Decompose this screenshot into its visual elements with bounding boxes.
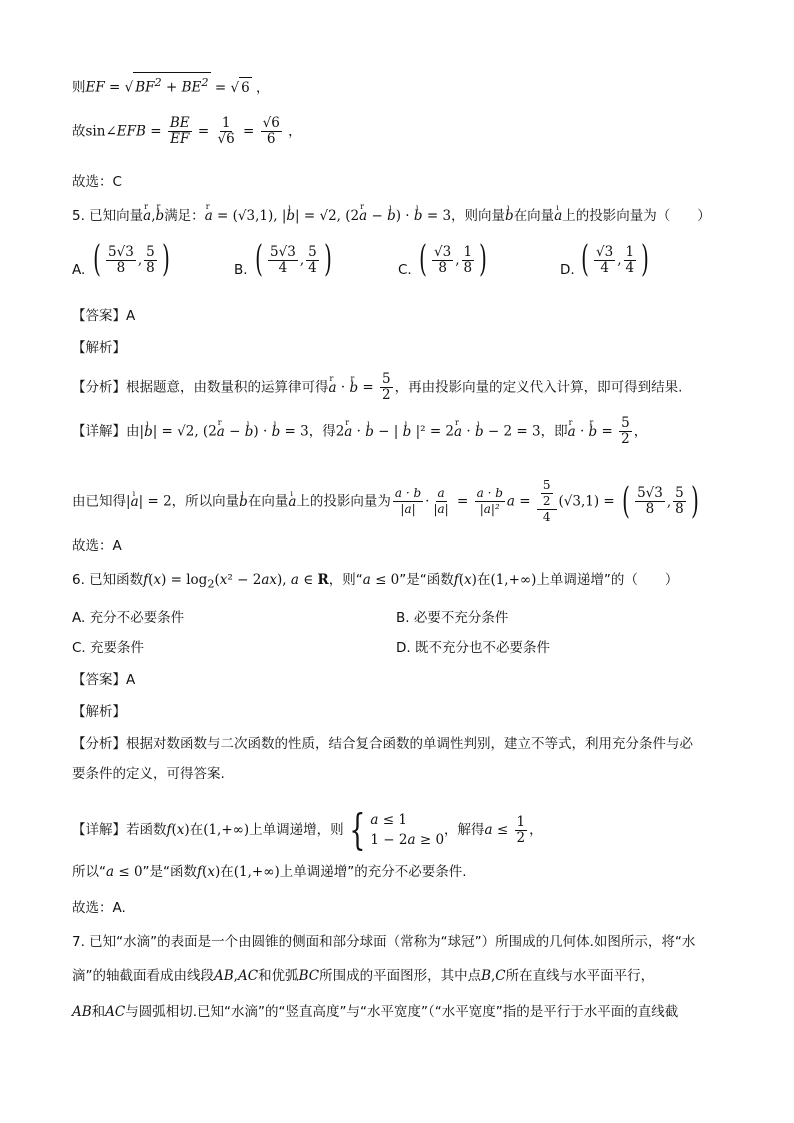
q5-option-a: ( $\frac{5√3}{8}$ , $\frac{5}{8}$ ) [93,239,170,280]
q5-option-c: ( $\frac{√3}{8}$ , $\frac{1}{8}$ ) [419,239,488,280]
q6-l2-a: 所以“ [72,864,106,880]
q5-fenxi-a: 根据题意，由数量积的运算律可得 [126,379,329,396]
q6-fenxi-tag: 【分析】 [72,736,126,752]
q5-l2-a: 由已知得 [72,493,126,510]
q5-projection: 由已知得|ı a| = 2，所以向量ı b在向量ı a上的投影向量为 $\frac{a \cdot b}{|a|}$ · $\frac{a}{|a|}$ = $\frac{a \cdot b}{\text{|a|²}}$ a = $\frac{\frac{5}{2}}{4}$ (√3,1) = ( $\frac{5√3}{8}$ , $\frac{5}{8}$ ) [72,478,702,525]
q6-option-b: B. 必要不充分条件 [396,610,509,626]
q5-jiexi: 【解析】 [72,340,126,356]
q6-fenxi-1: 根据对数函数与二次函数的性质，结合复合函数的单调性判别，建立不等式，利用充分条件与必 [126,736,693,752]
solution-line-sin: 故sin∠EFB = $\frac{BE}{EF}$ = $\frac{1}{√6}$ = $\frac{√6}{6}$ ， [72,115,302,147]
math-ef: EF [85,79,105,96]
q5-option-d: ( $\frac{√3}{4}$ , $\frac{1}{4}$ ) [581,239,650,280]
question-5-options [72,239,722,290]
math-sqrt-sign: √ [124,79,134,96]
q6-l2-c: 在 [220,864,234,880]
q6-l2-b: ”是“函数 [142,864,198,880]
q5-xj-a: 由 [126,423,140,440]
q7-line3: AB和AC与圆弧相切.已知“水滴”的“竖直高度”与“水平宽度”（“水平宽度”指的是平行于水平面的直线截 [72,1004,679,1020]
q6-xiangjie: 【详解】若函数f(x)在(1,+∞)上单调递增，则 { a ≤ 1 1 − 2a ≥ 0 ，解得a ≤ $\frac{1}{2}$ ， [72,805,543,854]
q5-fenxi-b: ，再由投影向量的定义代入计算，即可得到结果. [394,379,683,396]
q6-final: 故选：A. [72,900,126,916]
frac-1-sqrt6: $\frac{1}{√6}$ [217,115,235,147]
math-eq1: = [104,79,125,96]
q5-final: 故选：A [72,538,122,554]
q7-line2: 滴”的轴截面看成由线段AB,AC和优弧BC所围成的平面图形，其中点B,C所在直线与水平面平行， [72,968,655,984]
q5-stem-d: 在向量 [513,208,555,224]
answer-q4: 故选：C [72,174,122,190]
q5-fenxi: 【分析】根据题意，由数量积的运算律可得r a · r b = $\frac{5}{2}$ ，再由投影向量的定义代入计算，即可得到结果. [72,372,682,403]
question-6-stem: 6. 已知函数$f(x) = \log_2(x^2 - 2ax)$, a ∈ R，则“a ≤ 0”是“函数f(x)在(1,+∞)上单调递增”的（ ） [72,572,679,591]
q6-xiangjie-tag: 【详解】 [72,822,126,838]
q6-xj-b: 在 [189,822,204,838]
q6-option-d: D. 既不充分也不必要条件 [396,640,550,656]
vec-a: r a [143,206,151,226]
q7-line2-d: 所在直线与水平面平行， [505,968,655,984]
q6-stem-b: ，则“ [328,572,363,588]
q5-xj-c: ，即 [540,423,568,440]
q6-stem-d: 上单调递增”的（ ） [536,572,679,588]
q5-xiangjie-tag: 【详解】 [72,423,126,440]
q5-stem-e: 上的投影向量为（ ） [562,208,711,224]
question-5-stem: 5. 已知向量r a,r b满足：r a = (√3,1), |ı b| = √2, (2r a − ı b) · ı b = 3，则向量ı b在向量ı a上的投影向量为（ ） [72,206,711,226]
q6-conclusion: 所以“a ≤ 0”是“函数f(x)在(1,+∞)上单调递增”的充分不必要条件. [72,864,467,880]
q6-fenxi-line2: 要条件的定义，可得答案. [72,766,225,782]
q5-stem-c: ，则向量 [451,208,506,224]
q6-option-a: A. 充分不必要条件 [72,610,185,626]
q7-line2-b: 和优弧 [258,968,299,984]
frac-sqrt6-6: $\frac{√6}{6}$ [262,115,280,147]
q6-stem-a: 6. 已知函数 [72,572,144,588]
q6-system: { a ≤ 1 1 − 2a ≥ 0 [349,805,445,854]
q7-line2-a: 滴”的轴截面看成由线段 [72,968,214,984]
q6-xj-c: 上单调递增，则 [249,822,344,838]
q6-xj-d: ，解得 [444,822,485,838]
q5-option-c-label: C. [398,262,412,278]
q5-option-d-label: D. [560,262,575,278]
q6-xj-e: ， [529,822,543,838]
q6-xj-a: 若函数 [126,822,167,838]
q5-xiangjie: 【详解】由|ı b| = √2, (2r a − ı b) · ı b = 3，得2r a · ı b − | ı b |² = 2r a · ı b − 2 = 3，即r a · r b = $\frac{5}{2}$ ， [72,416,647,447]
q6-stem-c: ”是“函数 [399,572,454,588]
q7-line3-a: 和 [91,1004,106,1020]
q5-option-b: ( $\frac{5√3}{4}$ , $\frac{5}{4}$ ) [255,239,332,280]
q5-l2-b: ，所以向量 [171,493,240,510]
q5-xj-b: ，得 [308,423,336,440]
q5-stem-a: 5. 已知向量 [72,208,144,224]
math-eq2: = √ 6 ， [211,80,270,96]
q7-line3-b: 与圆弧相切.已知“水滴”的“竖直高度”与“水平宽度”（“水平宽度”指的是平行于水平面的直线截 [125,1004,679,1020]
q5-answer: 【答案】A [72,308,136,324]
q6-answer: 【答案】A [72,672,136,688]
q5-l2-c: 在向量 [247,493,289,510]
q5-option-b-label: B. [234,262,248,278]
q7-line1: 7. 已知“水滴”的表面是一个由圆锥的侧面和部分球面（常称为“球冠”）所围成的几何体.如图所示，将“水 [72,934,696,950]
q6-jiexi: 【解析】 [72,704,126,720]
math-sin: sin∠EFB = [85,123,166,140]
text-gu: 故 [72,123,86,140]
q5-fenxi-tag: 【分析】 [72,379,126,396]
q6-l2-d: 上单调递增”的充分不必要条件. [279,864,467,880]
text-ze: 则 [72,79,86,96]
frac-be-ef: $\frac{BE}{EF}$ [169,115,190,147]
math-sqrt-bf-be: $BF^2 + BE^2$ [133,72,210,98]
q5-xj-d: ， [633,423,648,440]
q7-line2-c: 所围成的平面图形，其中点 [319,968,482,984]
q5-l2-d: 上的投影向量为 [296,493,391,510]
q6-option-c: C. 充要条件 [72,640,145,656]
q5-stem-b: 满足： [164,208,205,224]
q5-option-a-label: A. [72,262,86,278]
solution-line-ef [72,72,269,98]
vec-b: r b [156,206,165,226]
q6-fenxi-line1 [72,734,693,754]
